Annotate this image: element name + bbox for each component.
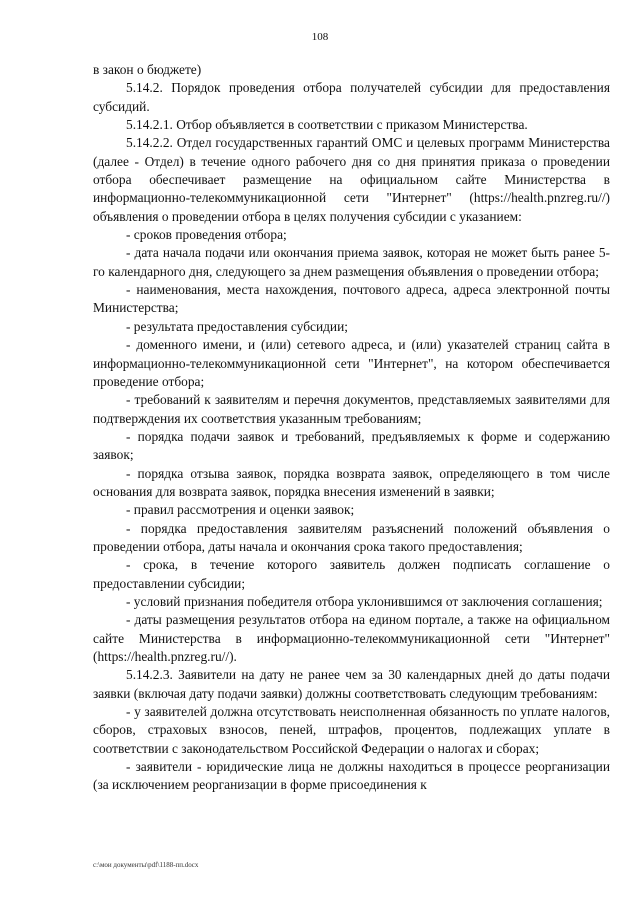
list-item: - порядка подачи заявок и требований, предъявляемых к форме и содержанию заявок; [93, 428, 610, 463]
paragraph: 5.14.2.2. Отдел государственных гарантий ОМС и целевых программ Министерства (далее - Отдел) в течение одного рабочего дня со дня принятия приказа о проведении отбора обеспечивает размещение на официальном сайте Министерства в информационно-телекоммуникационной сети "Интернет" (https://health.pnzreg.ru//) объявления о проведении отбора в целях получения субсидии с указанием: [93, 135, 610, 224]
list-item: - наименования, места нахождения, почтового адреса, адреса электронной почты Министерства; [93, 282, 610, 316]
list-item: - срока, в течение которого заявитель должен подписать соглашение о предоставлении субсидии; [93, 557, 610, 591]
list-item: - условий признания победителя отбора уклонившимся от заключения соглашения; [126, 593, 603, 609]
list-item: - доменного имени, и (или) сетевого адреса, и (или) указателей страниц сайта в информационно-телекоммуникационной сети "Интернет", на котором обеспечивается проведение отбора; [93, 337, 610, 389]
document-body [93, 61, 610, 795]
list-item: - заявители - юридические лица не должны находиться в процессе реорганизации (за исключением реорганизации в форме присоединения к [93, 759, 610, 793]
page-number: 108 [311, 31, 329, 43]
list-item: - у заявителей должна отсутствовать неисполненная обязанность по уплате налогов, сборов, страховых взносов, пеней, штрафов, процентов, подлежащих уплате в соответствии с законодательством Российской Федерации о налогах и сборах; [93, 704, 610, 756]
list-item: - требований к заявителям и перечня документов, представляемых заявителями для подтверждения их соответствия указанным требованиям; [93, 392, 610, 426]
paragraph: 5.14.2.1. Отбор объявляется в соответствии с приказом Министерства. [126, 117, 528, 133]
paragraph: 5.14.2.3. Заявители на дату не ранее чем за 30 календарных дней до даты подачи заявки (включая дату подачи заявки) должны соответствовать следующим требованиям: [93, 667, 610, 701]
list-item: - результата предоставления субсидии; [126, 318, 348, 334]
list-item: - дата начала подачи или окончания приема заявок, которая не может быть ранее 5-го календарного дня, следующего за днем размещения объявления о проведении отбора; [93, 245, 610, 279]
list-item: - сроков проведения отбора; [126, 227, 287, 243]
footer-file-path: c:\мои документы\pdf\1188-пп.docx [93, 861, 199, 869]
list-item: - правил рассмотрения и оценки заявок; [126, 502, 355, 518]
paragraph: в закон о бюджете) [93, 62, 202, 77]
list-item: - порядка отзыва заявок, порядка возврата заявок, определяющего в том числе основания для возврата заявок, порядка внесения изменений в заявки; [93, 465, 610, 499]
list-item: - порядка предоставления заявителям разъяснений положений объявления о проведении отбора, даты начала и окончания срока такого предоставления; [93, 520, 610, 554]
section-heading: 5.14.2. Порядок проведения отбора получателей субсидии для предоставления субсидий. [93, 80, 610, 114]
list-item: - даты размещения результатов отбора на едином портале, а также на официальном сайте Министерства в информационно-телекоммуникационной сети "Интернет" (https://health.pnzreg.ru//). [93, 612, 610, 664]
